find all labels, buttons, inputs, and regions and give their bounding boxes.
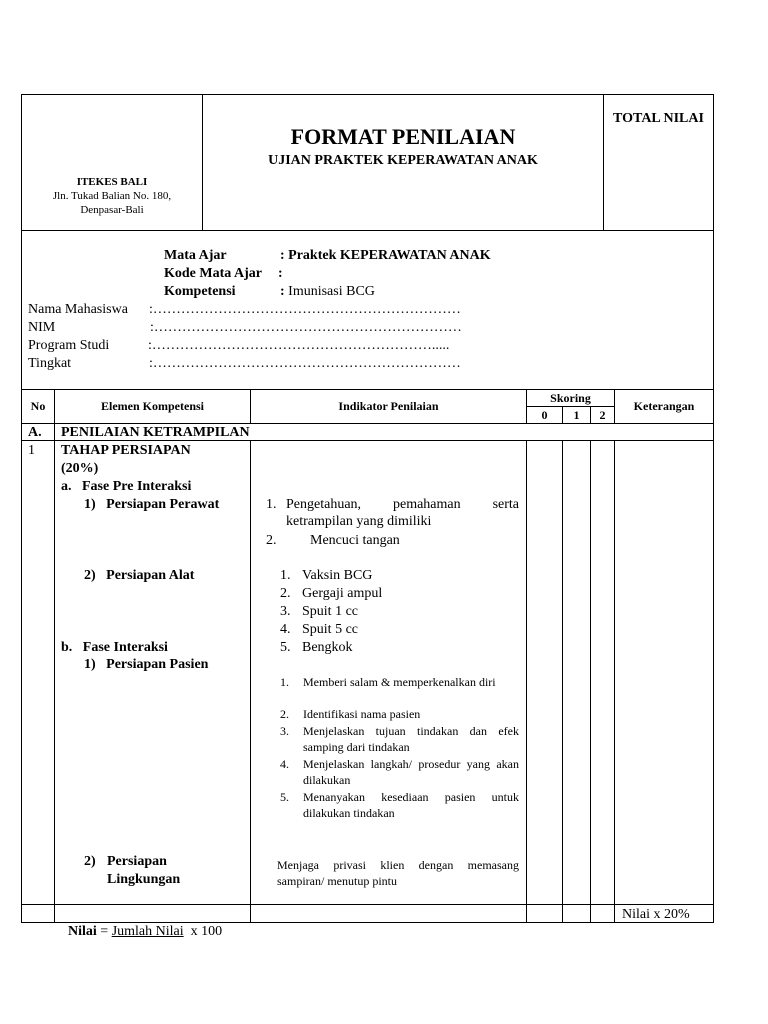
alat-item-4-number: 4. <box>280 622 291 637</box>
alat-item-4-text: Spuit 5 cc <box>302 622 358 637</box>
persiapan-lingkungan-number: 2) <box>84 854 96 869</box>
alat-item-1-text: Vaksin BCG <box>302 568 373 583</box>
page-subtitle: UJIAN PRAKTEK KEPERAWATAN ANAK <box>268 153 538 168</box>
nilai-keterangan: Nilai x 20% <box>622 907 690 922</box>
section-label: PENILAIAN KETRAMPILAN <box>61 425 250 440</box>
program-studi-field: :……………………………………………………..... <box>148 338 450 353</box>
institution-address-2: Denpasar-Bali <box>80 204 144 216</box>
pasien-item-1-text: Memberi salam & memperkenalkan diri <box>303 675 496 689</box>
nama-mahasiswa-field: :………………………………………………………… <box>149 302 461 317</box>
alat-item-1-number: 1. <box>280 568 291 583</box>
lingkungan-text: Menjaga privasi klien dengan memasang sampiran/ menutup pintu <box>277 858 519 888</box>
pasien-item-1-number: 1. <box>280 675 289 689</box>
mata-ajar-label: Mata Ajar <box>164 248 227 263</box>
col-header-no: No <box>30 399 46 413</box>
tingkat-label: Tingkat <box>28 356 72 371</box>
persiapan-alat: 2) Persiapan Alat <box>84 568 195 583</box>
kode-mata-ajar-value: : <box>278 266 283 281</box>
nilai-jumlah: Jumlah Nilai <box>111 924 184 939</box>
alat-item-2-text: Gergaji ampul <box>302 586 383 601</box>
nilai-equals: = <box>96 924 112 939</box>
nama-mahasiswa-label: Nama Mahasiswa <box>28 302 128 317</box>
col-header-skoring: Skoring <box>550 391 591 405</box>
persiapan-lingkungan-line1: Persiapan <box>107 854 167 869</box>
nilai-formula <box>61 906 222 940</box>
col-header-keterangan: Keterangan <box>633 399 695 413</box>
nim-label: NIM <box>28 320 56 335</box>
institution-name: ITEKES BALI <box>76 176 148 188</box>
pasien-item-4-number: 4. <box>280 757 289 771</box>
persiapan-perawat: 1) Persiapan Perawat <box>84 497 220 512</box>
pasien-item-5-text: Menanyakan kesediaan pasien untuk dilakukan tindakan <box>303 790 519 820</box>
perawat-item-1-text: Pengetahuan, pemahaman serta ketrampilan yang dimiliki <box>286 497 519 529</box>
total-nilai-label: TOTAL NILAI <box>613 111 704 126</box>
kode-mata-ajar-label: Kode Mata Ajar <box>164 266 262 281</box>
fase-pre-interaksi: a. Fase Pre Interaksi <box>61 479 192 494</box>
col-header-score-0: 0 <box>541 408 548 422</box>
persiapan-lingkungan-line2: Lingkungan <box>107 872 181 887</box>
nilai-times: x 100 <box>183 924 223 939</box>
alat-item-5-number: 5. <box>280 640 291 655</box>
kompetensi-label: Kompetensi <box>164 284 236 299</box>
institution-address-1: Jln. Tukad Balian No. 180, <box>52 190 172 202</box>
row-number: 1 <box>28 443 35 458</box>
pasien-item-4-text: Menjelaskan langkah/ prosedur yang akan dilakukan <box>303 757 519 787</box>
mata-ajar-value: : Praktek KEPERAWATAN ANAK <box>280 248 491 263</box>
perawat-item-2-text: Mencuci tangan <box>310 533 400 548</box>
tahap-persiapan-title: TAHAP PERSIAPAN <box>61 443 191 458</box>
kompetensi-colon: : <box>280 284 285 299</box>
tahap-persiapan-percent: (20%) <box>61 461 99 476</box>
alat-item-3-number: 3. <box>280 604 291 619</box>
pasien-item-2-text: Identifikasi nama pasien <box>303 707 421 721</box>
col-header-elemen: Elemen Kompetensi <box>101 399 204 413</box>
pasien-item-2-number: 2. <box>280 707 289 721</box>
col-header-indikator: Indikator Penilaian <box>338 399 439 413</box>
page-title: FORMAT PENILAIAN <box>290 124 516 149</box>
perawat-item-2-number: 2. <box>266 533 277 548</box>
section-number: A. <box>28 425 42 440</box>
pasien-item-3-number: 3. <box>280 724 289 738</box>
col-header-score-1: 1 <box>573 408 580 422</box>
col-header-score-2: 2 <box>599 408 606 422</box>
alat-item-5-text: Bengkok <box>302 640 353 655</box>
fase-interaksi: b. Fase Interaksi <box>61 640 168 655</box>
nim-field: :………………………………………………………… <box>150 320 462 335</box>
nilai-label: Nilai <box>68 924 97 939</box>
persiapan-pasien: 1) Persiapan Pasien <box>84 657 209 672</box>
alat-item-3-text: Spuit 1 cc <box>302 604 358 619</box>
pasien-item-5-number: 5. <box>280 790 289 804</box>
kompetensi-value: Imunisasi BCG <box>284 284 375 299</box>
alat-item-2-number: 2. <box>280 586 291 601</box>
pasien-item-3-text: Menjelaskan tujuan tindakan dan efek samping dari tindakan <box>303 724 519 754</box>
perawat-item-1-number: 1. <box>266 497 277 512</box>
program-studi-label: Program Studi <box>28 338 110 353</box>
tingkat-field: :………………………………………………………… <box>149 356 461 371</box>
